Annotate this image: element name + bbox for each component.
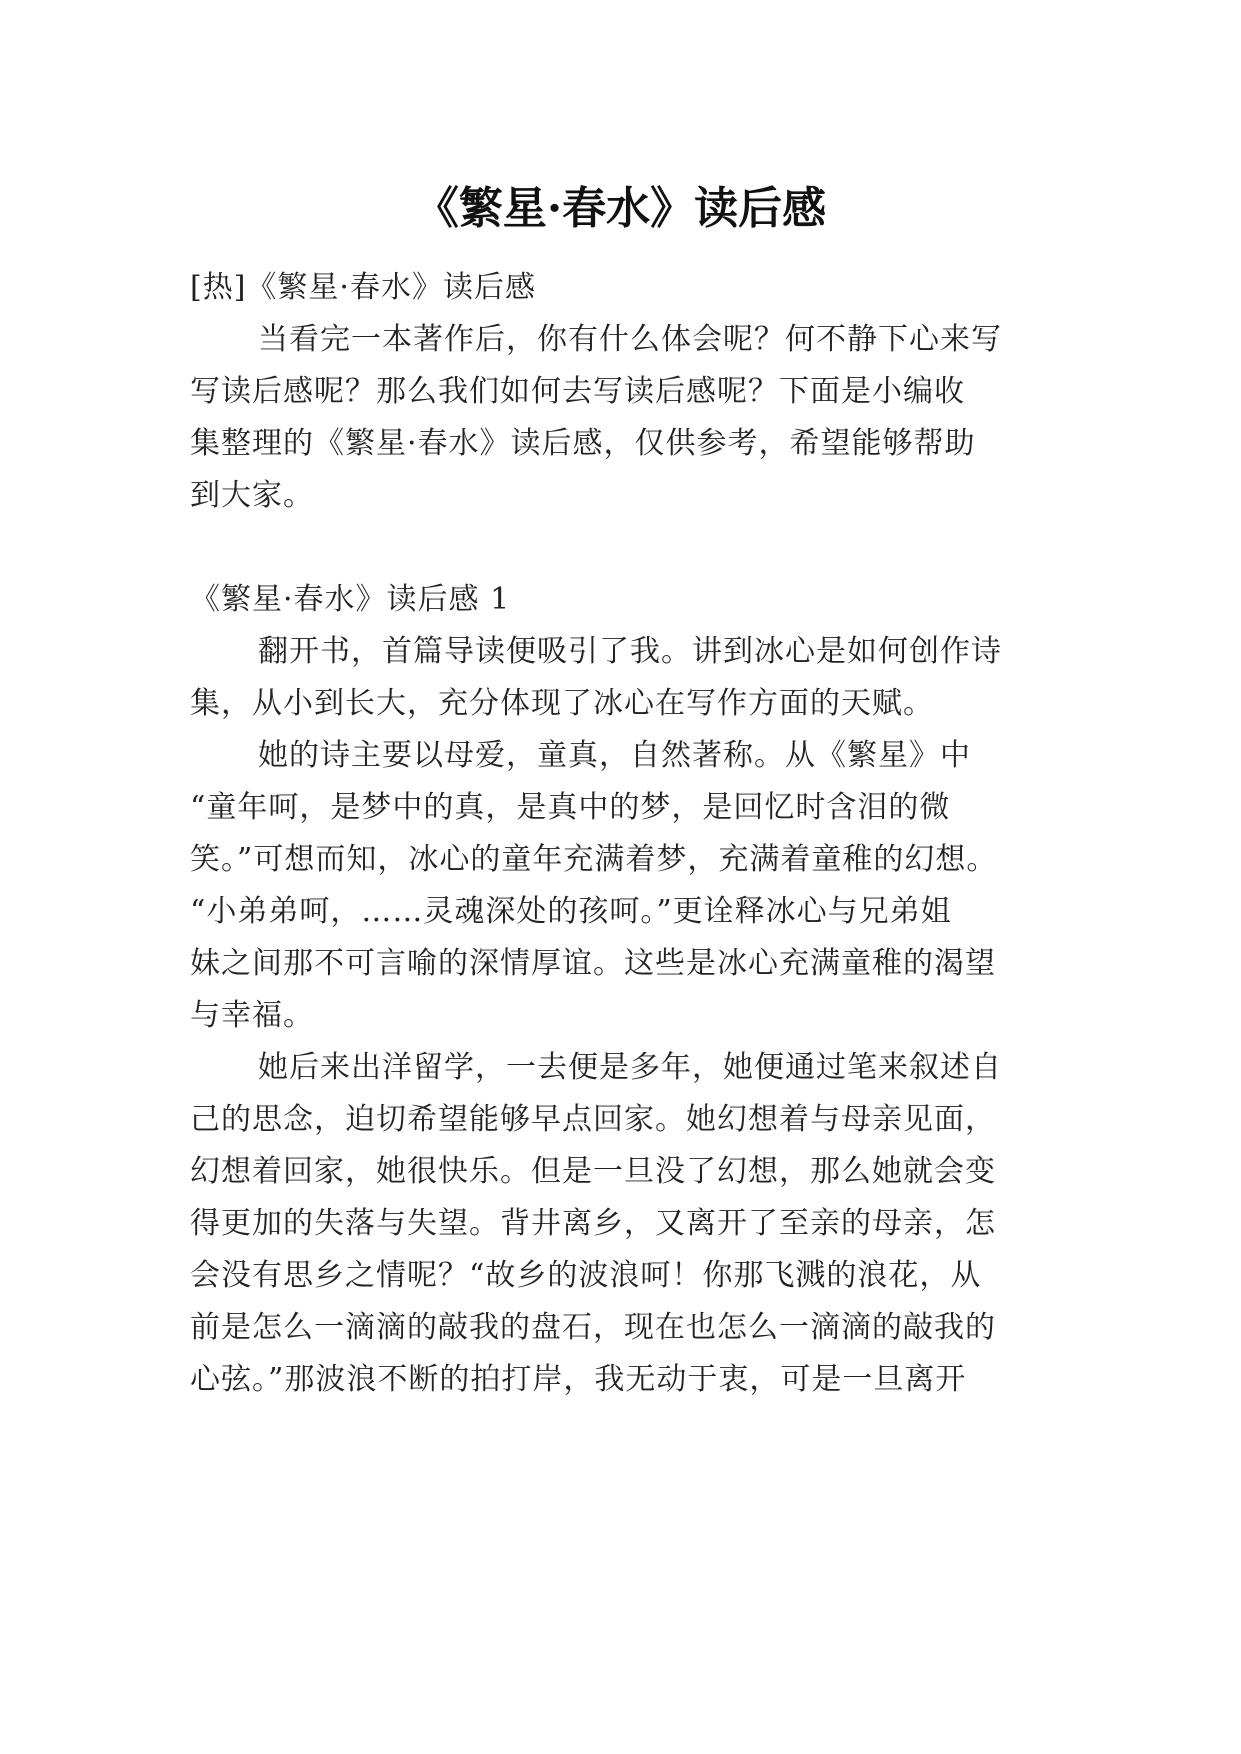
para2-line: “童年呵，是梦中的真，是真中的梦，是回忆时含泪的微 (190, 790, 951, 825)
para3-line: 得更加的失落与失望。背井离乡，又离开了至亲的母亲，怎 (190, 1206, 996, 1241)
intro-line: 集整理的《繁星·春水》读后感，仅供参考，希望能够帮助 (190, 426, 976, 461)
para1-line: 翻开书，首篇导读便吸引了我。讲到冰心是如何创作诗 (258, 634, 1002, 669)
document-title: 《繁星·春水》读后感 (414, 183, 827, 235)
intro-line: 当看完一本著作后，你有什么体会呢？何不静下心来写 (258, 322, 1002, 357)
para3-line: 幻想着回家，她很快乐。但是一旦没了幻想，那么她就会变 (190, 1154, 996, 1189)
intro-line: 写读后感呢？那么我们如何去写读后感呢？下面是小编收 (190, 374, 965, 409)
para2-line: “小弟弟呵，……灵魂深处的孩呵。”更诠释冰心与兄弟姐 (190, 894, 952, 929)
para2-line: 妹之间那不可言喻的深情厚谊。这些是冰心充满童稚的渴望 (190, 946, 996, 981)
para3-line: 己的思念，迫切希望能够早点回家。她幻想着与母亲见面， (190, 1102, 996, 1137)
section-heading: 《繁星·春水》读后感 1 (190, 582, 511, 617)
para3-line: 心弦。”那波浪不断的拍打岸，我无动于衷，可是一旦离开 (190, 1362, 967, 1397)
para1-line: 集，从小到长大，充分体现了冰心在写作方面的天赋。 (190, 686, 934, 721)
intro-line: 到大家。 (190, 478, 314, 513)
para3-line: 她后来出洋留学，一去便是多年，她便通过笔来叙述自 (258, 1050, 1002, 1085)
para3-line: 会没有思乡之情呢？“故乡的波浪呵！你那飞溅的浪花，从 (190, 1258, 982, 1293)
para2-line: 与幸福。 (190, 998, 314, 1033)
para3-line: 前是怎么一滴滴的敲我的盘石，现在也怎么一滴滴的敲我的 (190, 1310, 996, 1345)
document-subtitle: [热]《繁星·春水》读后感 (190, 270, 536, 305)
para2-line: 笑。”可想而知，冰心的童年充满着梦，充满着童稚的幻想。 (190, 842, 998, 877)
para2-line: 她的诗主要以母爱，童真，自然著称。从《繁星》中 (258, 738, 971, 773)
